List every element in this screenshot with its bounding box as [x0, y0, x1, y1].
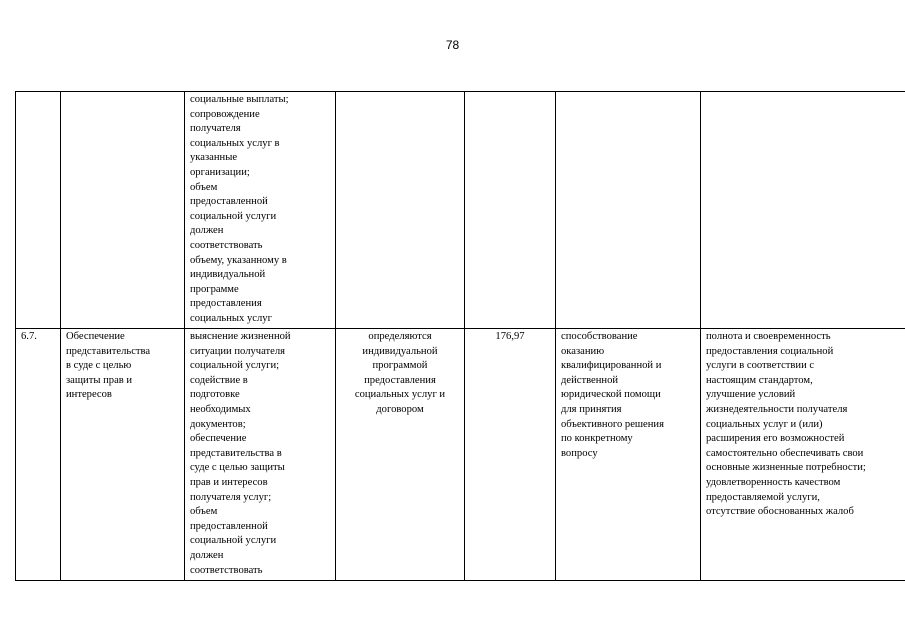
text-line: прав и интересов: [190, 476, 268, 488]
text-line: предоставления социальной: [706, 345, 834, 357]
text-line: оказанию: [561, 345, 605, 357]
text-line: расширения его возможностей: [706, 433, 845, 445]
cell-conditions: [556, 329, 701, 581]
cell-indicators: [701, 329, 905, 581]
text-line: социальных услуг и (или): [706, 418, 823, 430]
text-line: программой: [372, 360, 428, 372]
text-line: получателя: [190, 123, 241, 135]
text-line: социальных услуг и: [354, 389, 446, 401]
services-table: [15, 91, 905, 581]
text-line: индивидуальной: [362, 345, 438, 357]
text-line: представительства: [66, 345, 151, 357]
cell-description: [185, 329, 336, 581]
text-line: вопросу: [561, 447, 598, 459]
text-line: должен: [190, 225, 224, 237]
text-line: жизнедеятельности получателя: [706, 403, 848, 415]
cell-tariff: 176,97: [465, 329, 556, 581]
text-line: в суде с целью: [66, 360, 132, 372]
indicators-text: [706, 330, 903, 520]
text-line: социальной услуги: [190, 535, 277, 547]
text-line: интересов: [66, 389, 112, 401]
text-line: представительства в: [190, 447, 282, 459]
text-line: защиты прав и: [66, 374, 133, 386]
text-line: квалифицированной и: [561, 360, 662, 372]
table-row-continued: [16, 92, 905, 329]
text-line: документов;: [190, 418, 246, 430]
text-line: социальной услуги: [190, 210, 277, 222]
text-line: улучшение условий: [706, 389, 796, 401]
text-line: договором: [376, 403, 424, 415]
text-line: программе: [190, 283, 239, 295]
text-line: организации;: [190, 166, 250, 178]
text-line: соответствовать: [190, 564, 263, 576]
text-line: обеспечение: [190, 433, 247, 445]
text-line: объективного решения: [561, 418, 664, 430]
text-line: определяются: [368, 331, 432, 342]
text-line: предоставленной: [190, 520, 268, 532]
text-line: полнота и своевременность: [706, 331, 831, 342]
text-line: суде с целью защиты: [190, 462, 285, 474]
text-line: объем: [190, 506, 218, 518]
cell-indicators-empty: [701, 92, 905, 329]
cell-number-empty: [16, 92, 61, 329]
text-line: предоставляемой услуги,: [706, 491, 820, 503]
text-line: предоставления: [190, 298, 262, 310]
text-line: настоящим стандартом,: [706, 374, 813, 386]
cell-conditions-empty: [556, 92, 701, 329]
text-line: социальных услуг в: [190, 137, 280, 149]
service-name-text: [66, 330, 179, 403]
cell-description-continued: [185, 92, 336, 329]
text-line: указанные: [190, 152, 238, 164]
text-line: ситуации получателя: [190, 345, 286, 357]
text-line: индивидуальной: [190, 269, 266, 281]
conditions-text: [561, 330, 695, 461]
cell-timeframe-empty: [336, 92, 465, 329]
description-text: [190, 330, 330, 578]
text-line: отсутствие обоснованных жалоб: [706, 506, 854, 518]
text-line: сопровождение: [190, 108, 260, 120]
text-line: способствование: [561, 331, 638, 342]
text-line: основные жизненные потребности;: [706, 462, 866, 474]
text-line: действенной: [561, 374, 619, 386]
text-line: получателя услуг;: [190, 491, 272, 503]
text-line: социальных услуг: [190, 312, 272, 324]
text-line: содействие в: [190, 374, 248, 386]
cell-timeframe: [336, 329, 465, 581]
text-line: объему, указанному в: [190, 254, 287, 266]
cell-service-empty: [61, 92, 185, 329]
text-line: удовлетворенность качеством: [706, 476, 841, 488]
text-line: необходимых: [190, 403, 251, 415]
text-line: Обеспечение: [66, 331, 125, 342]
text-line: по конкретному: [561, 433, 633, 445]
text-line: услуги в соответствии с: [706, 360, 815, 372]
text-line: объем: [190, 181, 218, 193]
text-line: должен: [190, 549, 224, 561]
text-line: самостоятельно обеспечивать свои: [706, 447, 864, 459]
text-line: выяснение жизненной: [190, 331, 291, 342]
text-line: предоставления: [364, 374, 436, 386]
cell-number: 6.7.: [16, 329, 61, 581]
description-continued-text: [190, 93, 330, 327]
text-line: подготовке: [190, 389, 240, 401]
text-line: социальные выплаты;: [190, 94, 289, 105]
text-line: для принятия: [561, 403, 622, 415]
text-line: юридической помощи: [561, 389, 661, 401]
text-line: социальной услуги;: [190, 360, 280, 372]
text-line: соответствовать: [190, 239, 263, 251]
timeframe-text: [341, 330, 459, 418]
cell-service-name: [61, 329, 185, 581]
table-row-6-7: [16, 329, 905, 581]
text-line: предоставленной: [190, 196, 268, 208]
cell-tariff-empty: [465, 92, 556, 329]
page-number: 78: [445, 38, 460, 52]
